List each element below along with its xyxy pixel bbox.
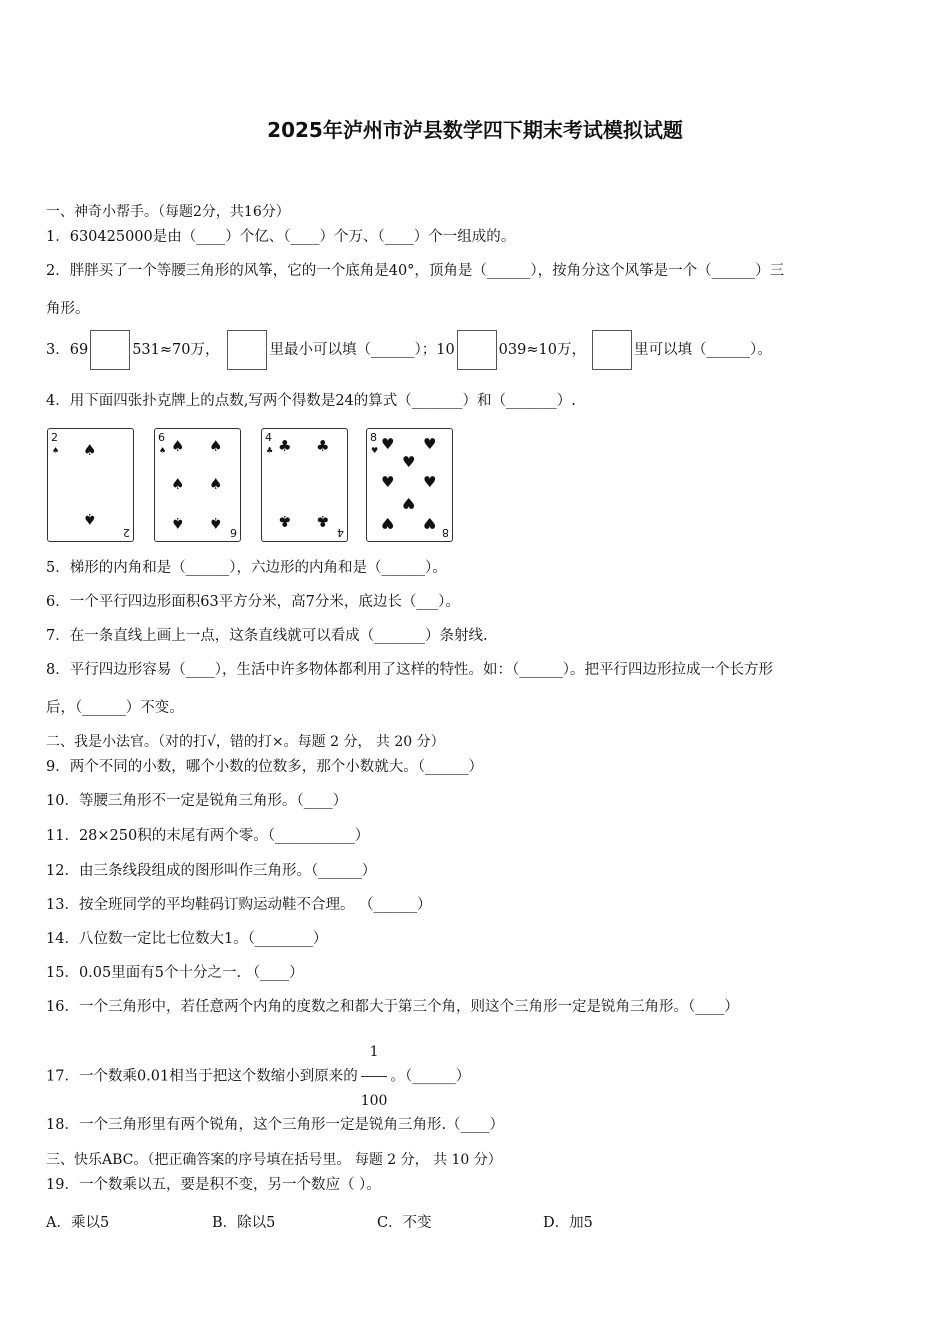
heart-icon: ♥ bbox=[423, 435, 437, 453]
heart-icon: ♥ bbox=[381, 473, 395, 491]
playing-card-4-clubs: 4 ♣ ♣ ♣ ♣ ♣ 4 bbox=[261, 428, 348, 542]
q3-part1: 3．69 bbox=[46, 342, 89, 358]
question-4: 4．用下面四张扑克牌上的点数,写两个得数是24的算式（_______）和（_______）. bbox=[46, 393, 576, 409]
question-9: 9．两个不同的小数，哪个小数的位数多，那个小数就大。（______） bbox=[46, 759, 483, 775]
club-icon: ♣ bbox=[278, 512, 292, 530]
heart-icon: ♥ bbox=[423, 514, 437, 532]
spade-icon: ♠ bbox=[83, 510, 97, 528]
club-icon: ♣ bbox=[316, 437, 330, 455]
spade-icon: ♠ bbox=[209, 475, 223, 493]
question-11: 11．28×250积的末尾有两个零。（___________） bbox=[46, 828, 370, 844]
option-a[interactable]: A．乘以5 bbox=[46, 1215, 110, 1231]
question-14: 14．八位数一定比七位数大1。（________） bbox=[46, 931, 328, 947]
question-1: 1．630425000是由（____）个亿、（____）个万、（____）个一组成的。 bbox=[46, 229, 516, 245]
answer-box[interactable] bbox=[227, 330, 267, 370]
option-d[interactable]: D．加5 bbox=[543, 1215, 593, 1231]
question-3 bbox=[46, 330, 772, 370]
question-15: 15．0.05里面有5个十分之一. （____） bbox=[46, 965, 304, 981]
answer-box[interactable] bbox=[90, 330, 130, 370]
heart-icon: ♥ bbox=[402, 494, 416, 512]
club-icon: ♣ bbox=[316, 512, 330, 530]
spade-icon: ♠ bbox=[171, 514, 185, 532]
question-5: 5．梯形的内角和是（______），六边形的内角和是（______）。 bbox=[46, 560, 447, 576]
q3-part3: 里最小可以填（______）；10 bbox=[269, 342, 455, 358]
section-3-heading: 三、快乐ABC。（把正确答案的序号填在括号里。 每题 2 分， 共 10 分） bbox=[46, 1152, 502, 1168]
question-2-cont: 角形。 bbox=[46, 301, 90, 317]
question-12: 12．由三条线段组成的图形叫作三角形。（______） bbox=[46, 863, 377, 879]
answer-box[interactable] bbox=[457, 330, 497, 370]
option-c[interactable]: C．不变 bbox=[377, 1215, 432, 1231]
spade-icon: ♠ bbox=[83, 441, 97, 459]
section-1-heading: 一、神奇小帮手。（每题2分，共16分） bbox=[46, 204, 290, 220]
spade-icon: ♠ bbox=[209, 514, 223, 532]
spade-icon: ♠ bbox=[171, 475, 185, 493]
answer-box[interactable] bbox=[592, 330, 632, 370]
question-18: 18．一个三角形里有两个锐角，这个三角形一定是锐角三角形.（____） bbox=[46, 1117, 505, 1133]
question-6: 6．一个平行四边形面积63平方分米，高7分米，底边长（___）。 bbox=[46, 594, 460, 610]
question-19: 19．一个数乘以五，要是积不变，另一个数应（ ）。 bbox=[46, 1177, 381, 1193]
heart-icon: ♥ bbox=[381, 435, 395, 453]
question-17 bbox=[46, 1030, 470, 1123]
playing-card-8-hearts: 8 ♥ ♥ ♥ ♥ ♥ ♥ ♥ ♥ ♥ 8 bbox=[366, 428, 453, 542]
q3-part4: 039≈10万， bbox=[498, 342, 586, 358]
option-b[interactable]: B．除以5 bbox=[212, 1215, 276, 1231]
section-2-heading: 二、我是小法官。（对的打√，错的打×。每题 2 分， 共 20 分） bbox=[46, 734, 445, 750]
page-title: 2025年泸州市泸县数学四下期末考试模拟试题 bbox=[267, 118, 683, 142]
playing-card-2-spades: 2 ♠ ♠ ♠ 2 bbox=[47, 428, 134, 542]
question-8-cont: 后，（______）不变。 bbox=[46, 700, 184, 716]
fraction: $\frac{1}{100}$ bbox=[361, 1030, 388, 1123]
question-8: 8．平行四边形容易（____），生活中许多物体都利用了这样的特性。如：（______）。把平行四边形拉成一个长方形 bbox=[46, 662, 773, 678]
question-2: 2．胖胖买了一个等腰三角形的风筝，它的一个底角是40°，顶角是（______），按角分这个风筝是一个（______）三 bbox=[46, 263, 785, 279]
q17-blank: 。（______） bbox=[390, 1068, 471, 1085]
q17-text: 17．一个数乘0.01相当于把这个数缩小到原来的 bbox=[46, 1068, 358, 1085]
heart-icon: ♥ bbox=[423, 473, 437, 491]
question-16: 16．一个三角形中，若任意两个内角的度数之和都大于第三个角，则这个三角形一定是锐角三角形。（____） bbox=[46, 999, 739, 1015]
playing-card-6-spades: 6 ♠ ♠ ♠ ♠ ♠ ♠ ♠ 6 bbox=[154, 428, 241, 542]
spade-icon: ♠ bbox=[209, 437, 223, 455]
q3-part5: 里可以填（______）。 bbox=[633, 342, 772, 358]
question-13: 13．按全班同学的平均鞋码订购运动鞋不合理。 （______） bbox=[46, 897, 432, 913]
heart-icon: ♥ bbox=[402, 453, 416, 471]
spade-icon: ♠ bbox=[171, 437, 185, 455]
club-icon: ♣ bbox=[278, 437, 292, 455]
question-10: 10．等腰三角形不一定是锐角三角形。（____） bbox=[46, 793, 348, 809]
heart-icon: ♥ bbox=[381, 514, 395, 532]
q3-part2: 531≈70万， bbox=[132, 342, 220, 358]
question-7: 7．在一条直线上画上一点，这条直线就可以看成（_______）条射线. bbox=[46, 628, 488, 644]
